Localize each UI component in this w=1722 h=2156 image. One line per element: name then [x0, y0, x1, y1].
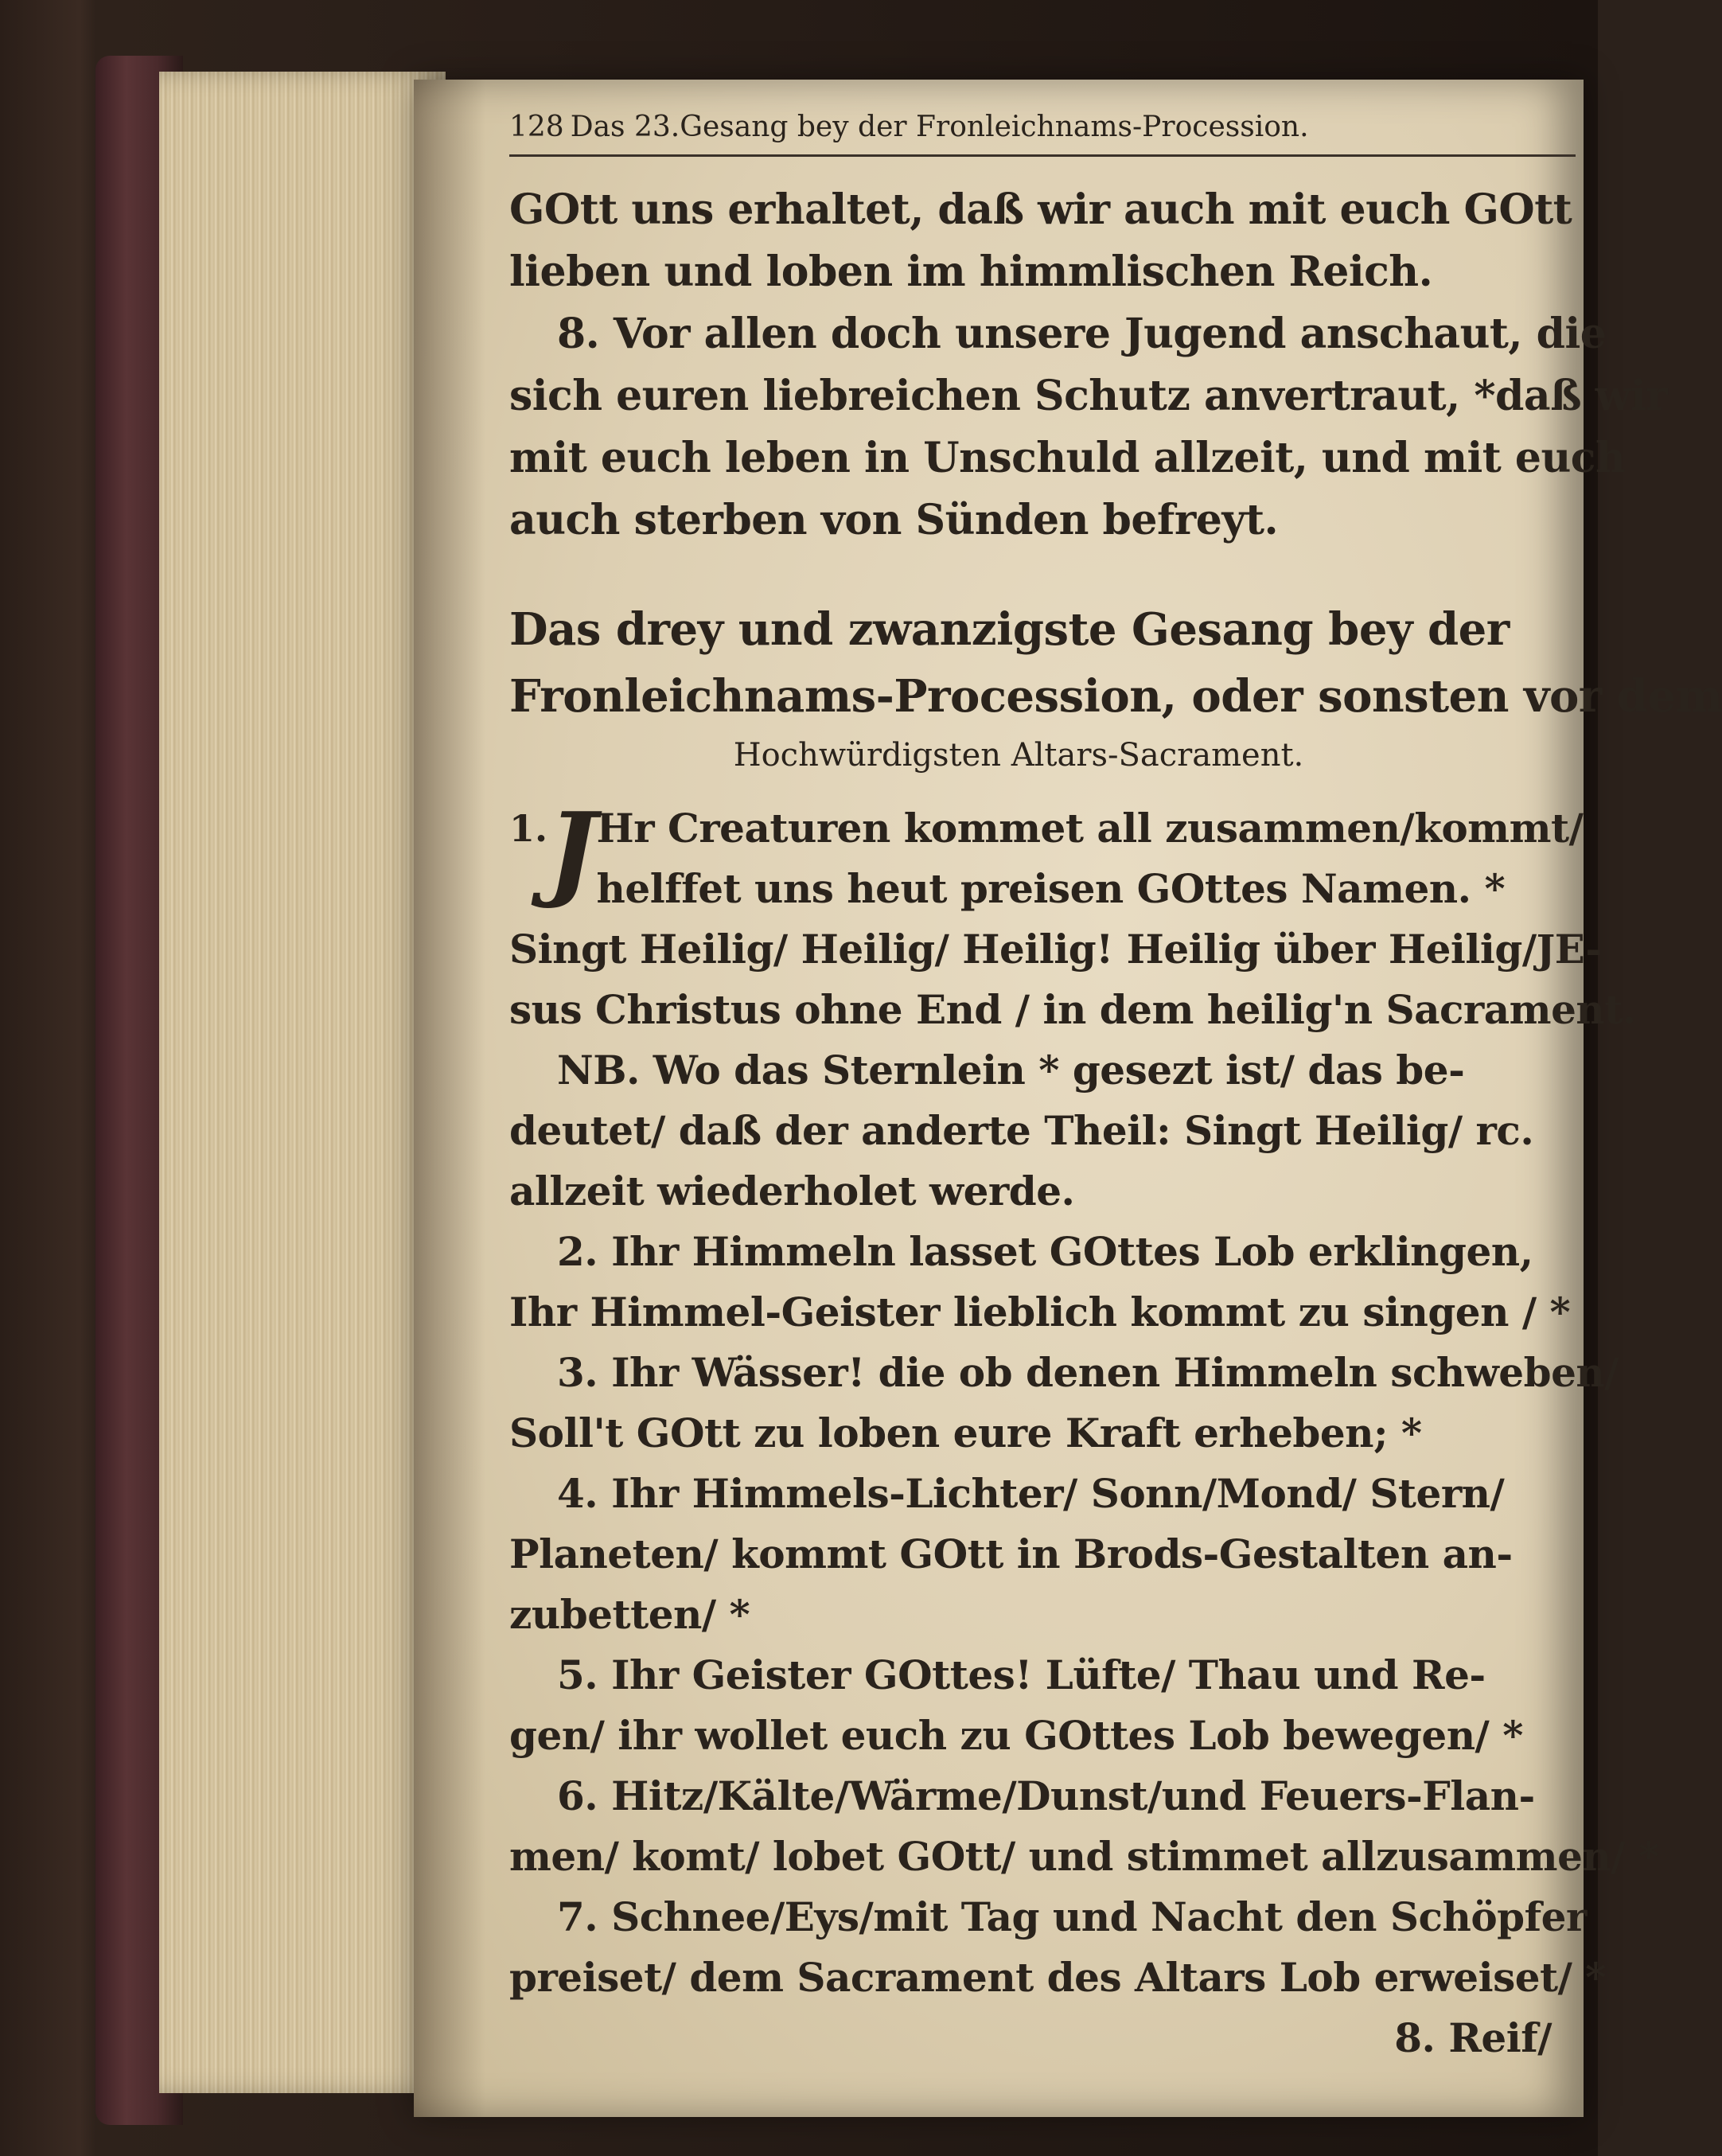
text-line: 6. Hitz/Kälte/Wärme/Dunst/und Feuers-Flan-: [557, 1772, 1535, 1819]
verse-1: [509, 789, 1636, 1040]
text-line: Ihr Himmel-Geister lieblich kommt zu singen / *: [509, 1288, 1571, 1335]
catchword: 8. Reif/: [1394, 2014, 1552, 2061]
verses-2-7: [509, 1222, 1659, 2008]
text-line: 5. Ihr Geister GOttes! Lüfte/ Thau und Re-: [557, 1651, 1486, 1698]
page-text: [509, 111, 1722, 2068]
verse-1-opening: [509, 789, 1584, 919]
text-line: helffet uns heut preisen GOttes Namen. *: [596, 864, 1506, 912]
nota-bene: [509, 1040, 1576, 1222]
text-line: 3. Ihr Wässer! die ob denen Himmeln schweben/: [557, 1348, 1619, 1396]
text-line: Singt Heilig/ Heilig/ Heilig! Heilig über Heilig/JE-: [509, 925, 1602, 973]
title-line: Fronleichnams-Procession, oder sonsten vor dem: [509, 669, 1722, 723]
text-line: 4. Ihr Himmels-Lichter/ Sonn/Mond/ Stern/: [557, 1469, 1505, 1517]
text-line: allzeit wiederholet werde.: [509, 1167, 1075, 1214]
text-line: Hr Creaturen kommet all zusammen/kommt/: [596, 804, 1584, 852]
drop-cap-lines: [597, 798, 1584, 919]
song-title: [509, 596, 1722, 781]
text-line: NB. Wo das Sternlein * gesezt ist/ das be-: [557, 1046, 1465, 1094]
text-line: 2. Ihr Himmeln lasset GOttes Lob erklingen,: [557, 1227, 1533, 1275]
text-line: 7. Schnee/Eys/mit Tag und Nacht den Schöpfer: [557, 1893, 1587, 1940]
title-subtitle: Hochwürdigsten Altars-Sacrament.: [733, 736, 1304, 774]
text-line: GOtt uns erhaltet, daß wir auch mit euch GOtt: [509, 185, 1572, 234]
text-line: deutet/ daß der anderte Theil: Singt Heilig/ rc.: [509, 1106, 1534, 1154]
text-line: Planeten/ kommt GOtt in Brods-Gestalten an-: [509, 1530, 1513, 1577]
text-line: sich euren liebreichen Schutz anvertraut, *daß wir: [509, 371, 1668, 420]
text-line: men/ komt/ lobet GOtt/ und stimmet allzusammen/ *: [509, 1832, 1659, 1880]
text-line: lieben und loben im himmlischen Reich.: [509, 247, 1433, 296]
running-head: [509, 111, 1576, 157]
text-line: preiset/ dem Sacrament des Altars Lob erweiset/ *: [509, 1953, 1606, 2001]
text-line: 8. Vor allen doch unsere Jugend anschaut, die: [557, 309, 1607, 358]
gutter-shadow: [414, 80, 485, 2117]
page-number: 128: [509, 111, 564, 143]
running-title: Das 23.Gesang bey der Fronleichnams-Procession.: [570, 111, 1309, 143]
text-line: mit euch leben in Unschuld allzeit, und mit euch: [509, 433, 1626, 482]
page-stack: [159, 72, 446, 2093]
preceding-verse: [509, 179, 1668, 552]
drop-cap: J: [547, 789, 597, 911]
verse-number: 1.: [509, 806, 548, 850]
text-line: auch sterben von Sünden befreyt.: [509, 495, 1279, 544]
text-line: gen/ ihr wollet euch zu GOttes Lob bewegen/ *: [509, 1711, 1523, 1759]
title-line: Das drey und zwanzigste Gesang bey der: [509, 602, 1510, 656]
text-line: Soll't GOtt zu loben eure Kraft erheben; *: [509, 1409, 1422, 1456]
text-line: sus Christus ohne End / in dem heilig'n Sacrament.: [509, 985, 1636, 1033]
text-line: zubetten/ *: [509, 1590, 750, 1638]
